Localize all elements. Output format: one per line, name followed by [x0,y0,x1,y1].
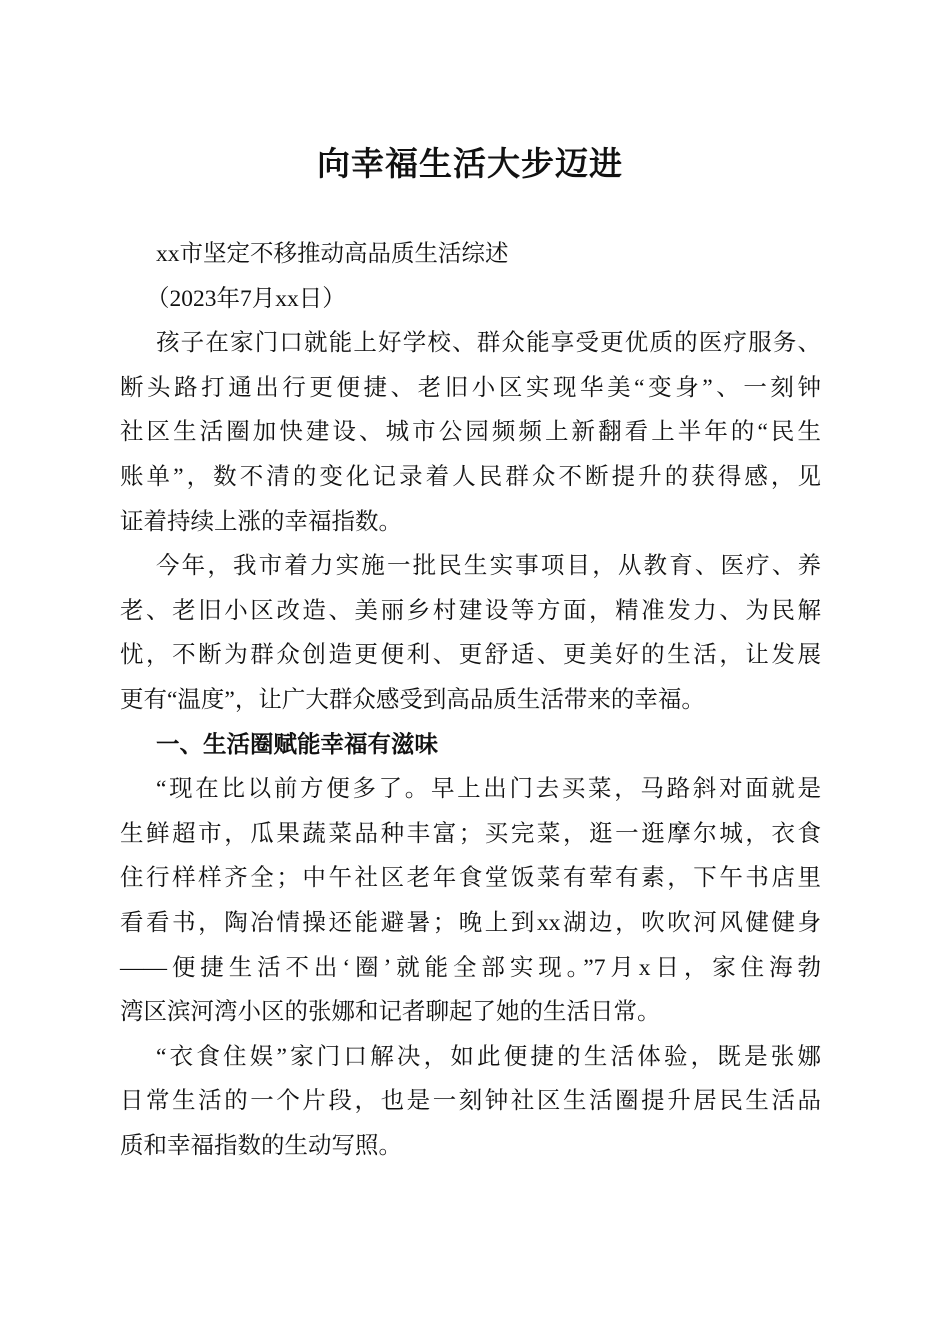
text-line: 忧，不断为群众创造更便利、更舒适、更美好的生活，让发展 [120,642,821,669]
document-title: 向幸福生活大步迈进 [317,147,623,183]
text-line: 更有“温度”，让广大群众感受到高品质生活带来的幸福。 [120,686,705,713]
date-line: （2023年7月xx日） [146,285,346,312]
paragraph [120,321,821,544]
text-line: 断头路打通出行更便捷、老旧小区实现华美“变身”、一刻钟 [120,374,821,401]
document-body [120,232,821,1168]
paragraph [120,1035,821,1169]
subtitle: xx市坚定不移推动高品质生活综述 [156,241,509,267]
text-line: 今年，我市着力实施一批民生实事项目，从教育、医疗、养 [156,553,821,580]
text-line: 一、生活圈赋能幸福有滋味 [156,731,438,758]
text-line: “衣食住娱”家门口解决，如此便捷的生活体验，既是张娜 [156,1043,821,1070]
text-line: 社区生活圈加快建设、城市公园频频上新翻看上半年的“民生 [120,419,821,446]
text-line: 账单”，数不清的变化记录着人民群众不断提升的获得感，见 [120,463,821,490]
paragraphs [120,321,821,1168]
text-line: 生鲜超市，瓜果蔬菜品种丰富；买完菜，逛一逛摩尔城，衣食 [120,820,821,847]
text-line: “现在比以前方便多了。早上出门去买菜，马路斜对面就是 [156,776,821,803]
text-line: 证着持续上涨的幸福指数。 [120,508,402,535]
text-line: 看看书，陶冶情操还能避暑；晚上到xx湖边，吹吹河风健健身 [120,909,821,936]
section-heading [120,723,821,768]
text-line: 质和幸福指数的生动写照。 [120,1132,402,1159]
text-line: 住行样样齐全；中午社区老年食堂饭菜有荤有素，下午书店里 [120,865,821,892]
paragraph [120,544,821,722]
text-line: 孩子在家门口就能上好学校、群众能享受更优质的医疗服务、 [156,330,821,357]
text-line: 日常生活的一个片段，也是一刻钟社区生活圈提升居民生活品 [120,1088,821,1115]
paragraph [120,767,821,1035]
text-line: 老、老旧小区改造、美丽乡村建设等方面，精准发力、为民解 [120,597,821,624]
text-line: ——便捷生活不出‘圈’就能全部实现。”7月x日，家住海勃 [120,954,821,981]
text-line: 湾区滨河湾小区的张娜和记者聊起了她的生活日常。 [120,999,661,1026]
